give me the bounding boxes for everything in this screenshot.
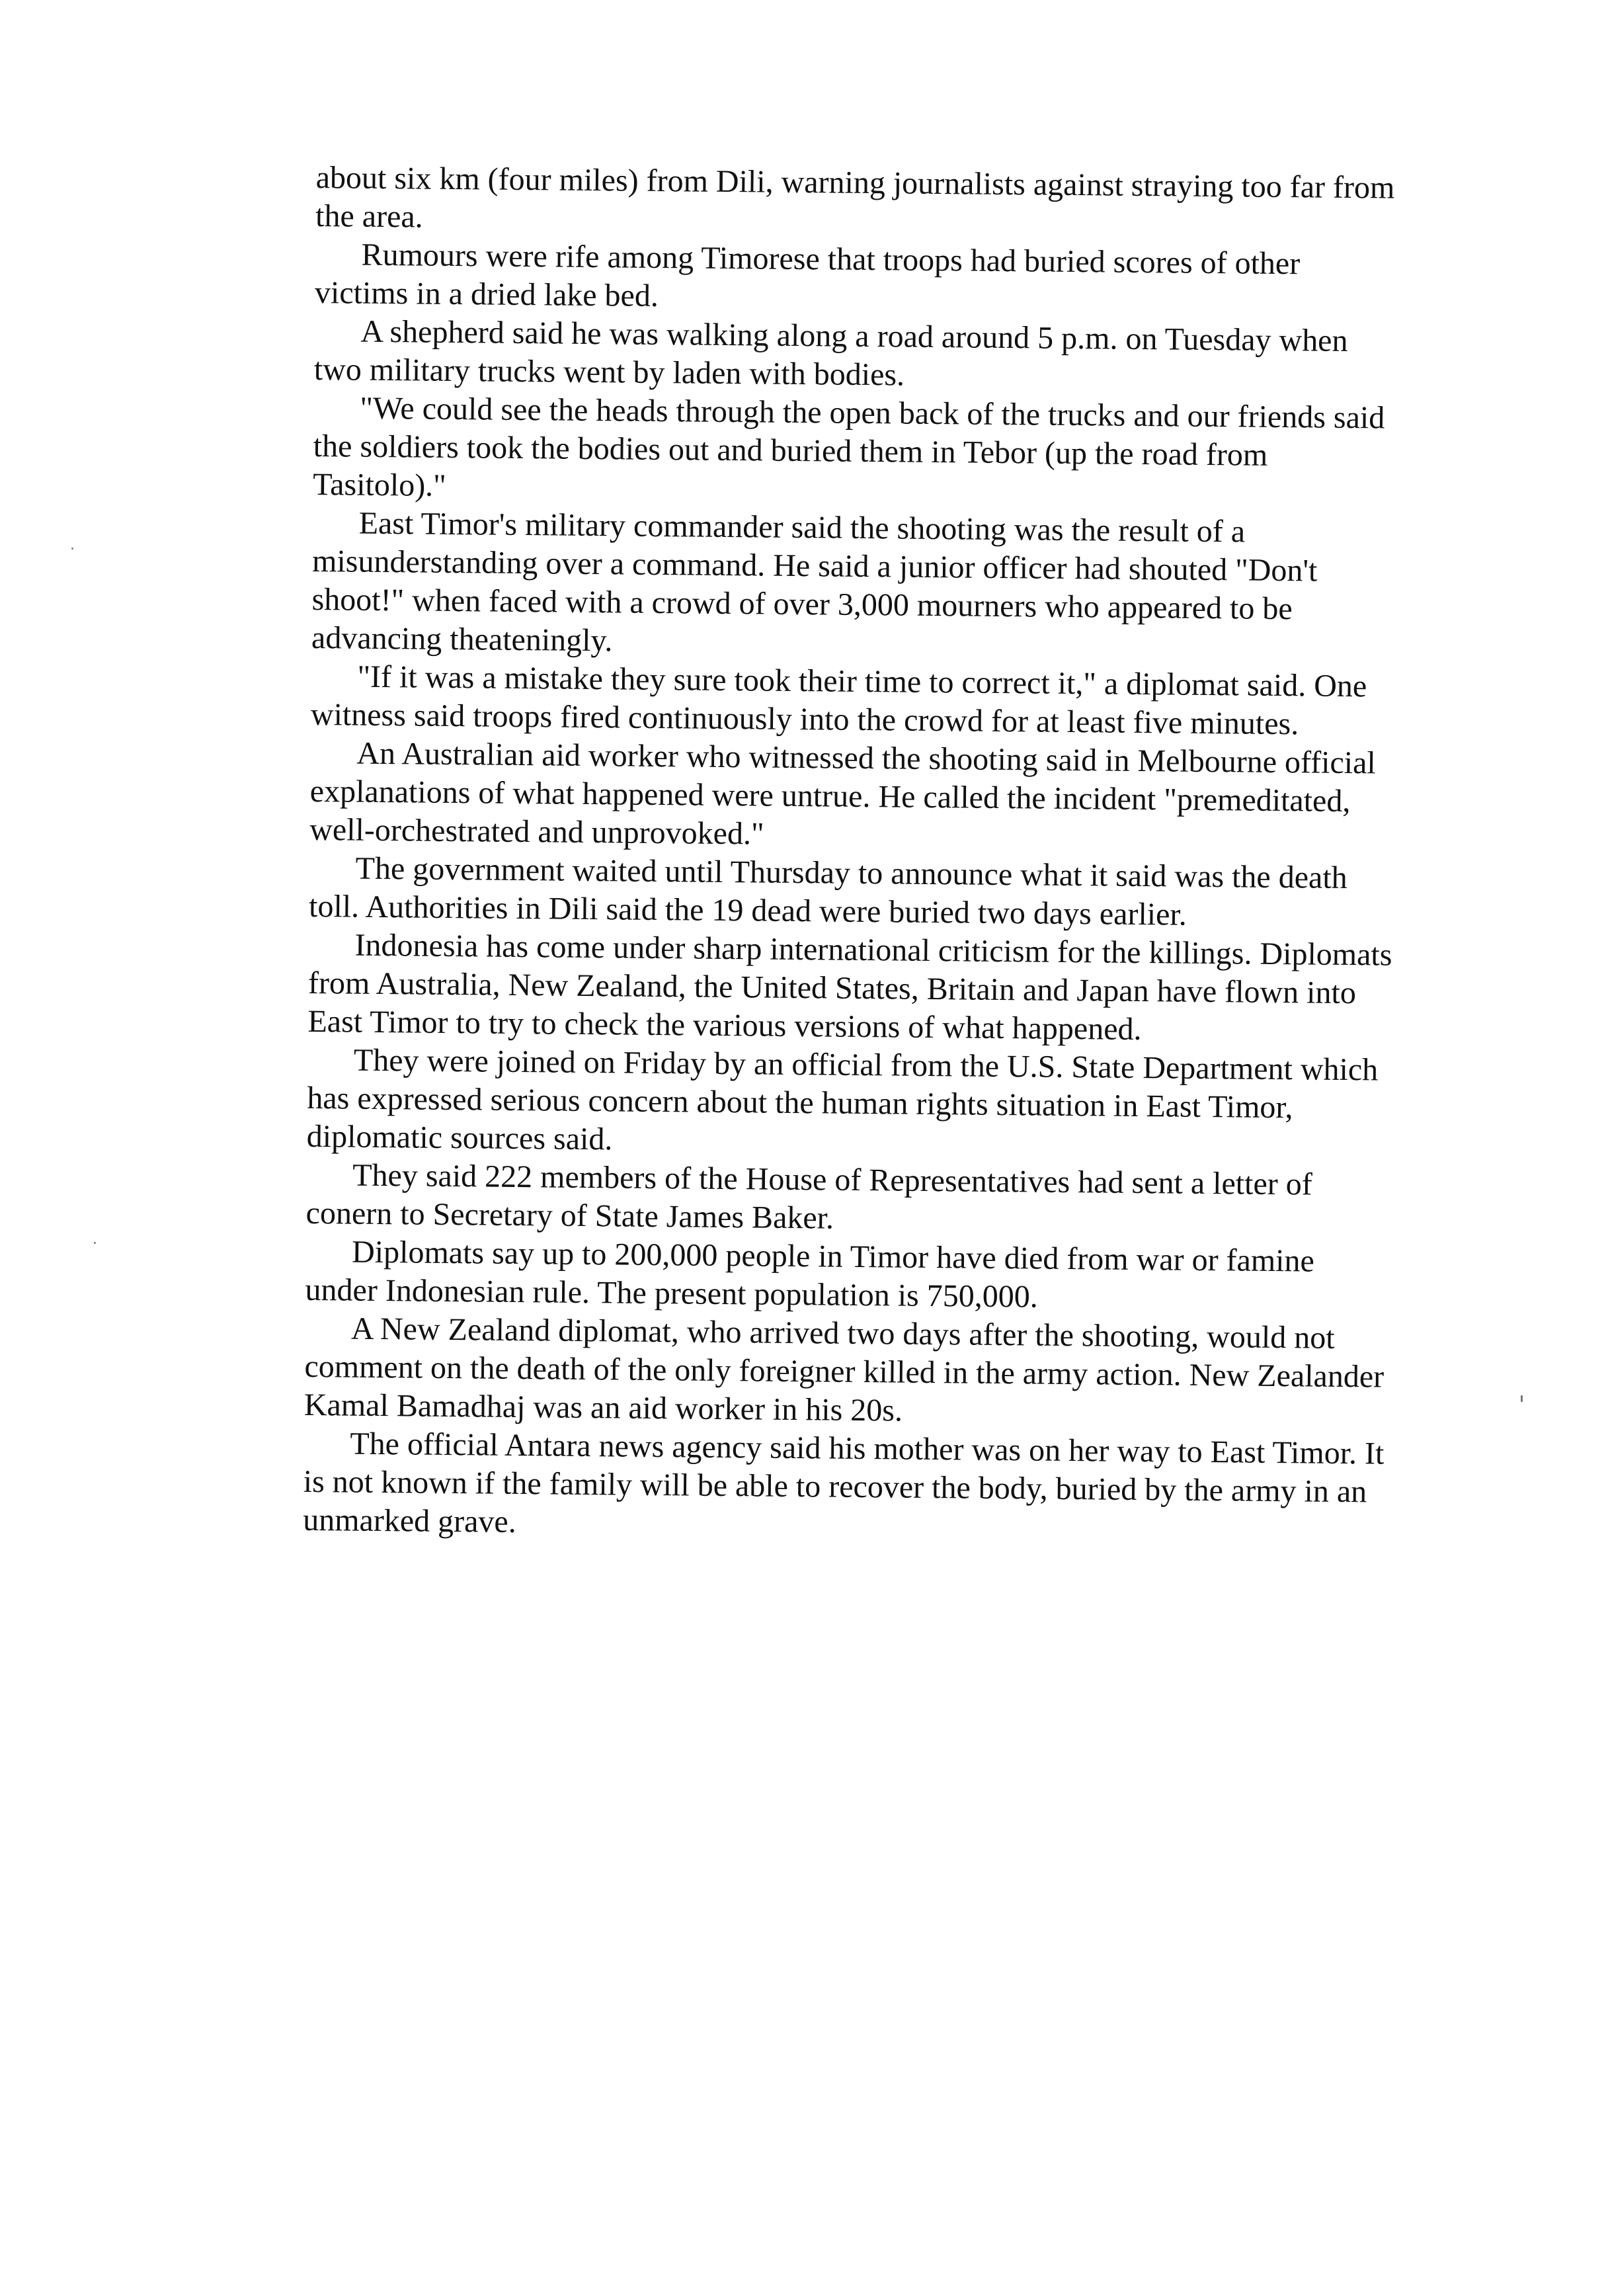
paragraph: about six km (four miles) from Dili, warning journalists against straying too far from the area. <box>315 159 1395 235</box>
paragraph: Diplomats say up to 200,000 people in Timor have died from war or famine under Indonesian rule. The present population is 750,000. <box>305 1234 1315 1315</box>
paragraph: Indonesia has come under sharp international criticism for the killings. Diplomats from Australia, New Zealand, the United States, Britain and Japan have flown into East Timor to try to check the various versions of what happened. <box>307 927 1392 1047</box>
paragraph: "If it was a mistake they sure took their time to correct it," a diplomat said. One witness said troops fired continuously into the crowd for at least five minutes. <box>310 659 1367 742</box>
paragraph: An Australian aid worker who witnessed the shooting said in Melbourne official explanations of what happened were untrue. He called the incident "premeditated, well-orchestrated and unprovoked." <box>309 735 1377 852</box>
scan-speck <box>94 1242 96 1244</box>
paragraph: East Timor's military commander said the shooting was the result of a misunderstanding over a command. He said a junior officer had shouted "Don't shoot!" when faced with a crowd of over 3,000 mourners who appeared to be advancing theateningly. <box>311 505 1318 659</box>
scan-speck <box>71 548 73 550</box>
paragraph: The government waited until Thursday to announce what it said was the death toll. Authorities in Dili said the 19 dead were buried two days earlier. <box>308 850 1347 932</box>
paragraph: Rumours were rife among Timorese that troops had buried scores of other victims in a dried lake bed. <box>314 237 1301 313</box>
paragraph: A shepherd said he was walking along a road around 5 p.m. on Tuesday when two military trucks went by laden with bodies. <box>313 313 1348 393</box>
article-body <box>303 159 1400 1550</box>
paragraph: They said 222 members of the House of Representatives had sent a letter of conern to Secretary of State James Baker. <box>305 1157 1312 1236</box>
scan-speck <box>1521 1395 1523 1402</box>
paragraph: A New Zealand diplomat, who arrived two days after the shooting, would not comment on the death of the only foreigner killed in the army action. New Zealander Kamal Bamadhaj was an aid worker in his 20s. <box>303 1311 1385 1428</box>
paragraph: The official Antara news agency said his mother was on her way to East Timor. It is not known if the family will be able to recover the body, buried by the army in an unmarked grave. <box>302 1426 1385 1539</box>
paragraph: They were joined on Friday by an official from the U.S. State Department which has expressed serious concern about the human rights situation in East Timor, diplomatic sources said. <box>306 1042 1379 1157</box>
paragraph: "We could see the heads through the open back of the trucks and our friends said the soldiers took the bodies out and buried them in Tebor (up the road from Tasitolo)." <box>313 390 1385 503</box>
